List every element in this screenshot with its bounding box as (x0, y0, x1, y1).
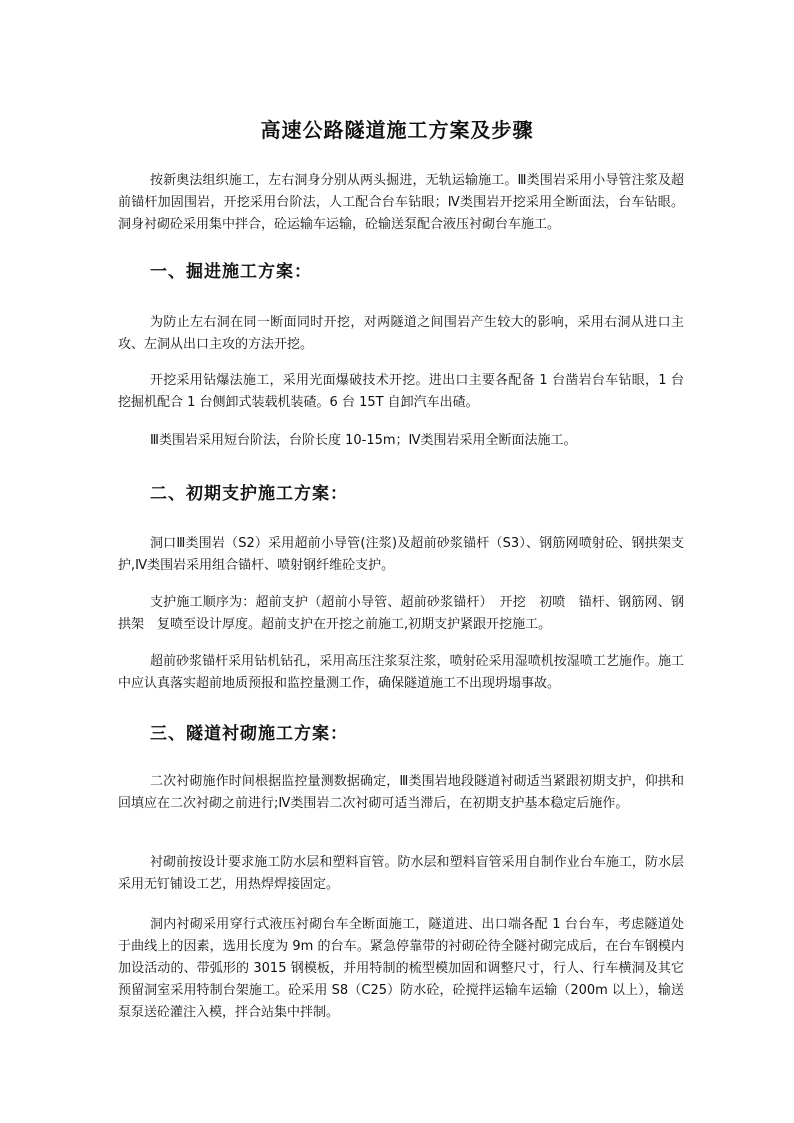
section-1-heading: 一、掘进施工方案： (150, 262, 312, 282)
section-1-paragraph-3: Ⅲ类围岩采用短台阶法，台阶长度 10-15m；Ⅳ类围岩采用全断面法施工。 (150, 433, 577, 448)
intro-paragraph: 按新奥法组织施工，左右洞身分别从两头掘进，无轨运输施工。Ⅲ类围岩采用小导管注浆及超前锚杆加固围岩，开挖采用台阶法，人工配合台车钻眼；Ⅳ类围岩开挖采用全断面法，台车钻眼。洞身衬砌砼采用集中拌合，砼运输车运输，砼输送泵配合液压衬砌台车施工。 (118, 173, 684, 232)
section-1-paragraph-2: 开挖采用钻爆法施工，采用光面爆破技术开挖。进出口主要各配备 1 台凿岩台车钻眼，1 台挖掘机配合 1 台侧卸式装载机装碴。6 台 15T 自卸汽车出碴。 (118, 373, 684, 410)
page-title: 高速公路隧道施工方案及步骤 (260, 118, 534, 142)
section-2-paragraph-1: 洞口Ⅲ类围岩（S2）采用超前小导管(注浆)及超前砂浆锚杆（S3）、钢筋网喷射砼、钢拱架支护,Ⅳ类围岩采用组合锚杆、喷射钢纤维砼支护。 (118, 536, 684, 573)
section-3-paragraph-2: 衬砌前按设计要求施工防水层和塑料盲管。防水层和塑料盲管采用自制作业台车施工，防水层采用无钉铺设工艺，用热焊焊接固定。 (118, 855, 684, 892)
section-1-paragraph-1: 为防止左右洞在同一断面同时开挖，对两隧道之间围岩产生较大的影响，采用右洞从进口主攻、左洞从出口主攻的方法开挖。 (118, 315, 684, 352)
section-2-heading: 二、初期支护施工方案： (150, 484, 348, 504)
section-3-paragraph-3: 洞内衬砌采用穿行式液压衬砌台车全断面施工，隧道进、出口端各配 1 台台车，考虑隧道处于曲线上的因素，选用长度为 9m 的台车。紧急停靠带的衬砌砼待全隧衬砌完成后，在台车钢模内加设活动的、带弧形的 3015 钢模板，并用特制的梳型模加固和调整尺寸，行人、行车横洞及其它预留洞室采用特制台架施工。砼采用 S8（C25）防水砼，砼搅拌运输车运输（200m 以上），输送泵泵送砼灌注入模，拌合站集中拌制。 (118, 917, 684, 1020)
section-2-paragraph-3: 超前砂浆锚杆采用钻机钻孔，采用高压注浆泵注浆，喷射砼采用湿喷机按湿喷工艺施作。施工中应认真落实超前地质预报和监控量测工作，确保隧道施工不出现坍塌事故。 (118, 654, 684, 691)
section-3-paragraph-1: 二次衬砌施作时间根据监控量测数据确定，Ⅲ类围岩地段隧道衬砌适当紧跟初期支护，仰拱和回填应在二次衬砌之前进行;Ⅳ类围岩二次衬砌可适当滞后，在初期支护基本稳定后施作。 (118, 774, 684, 811)
section-3-heading: 三、隧道衬砌施工方案： (150, 724, 348, 744)
section-2-paragraph-2: 支护施工顺序为：超前支护（超前小导管、超前砂浆锚杆） 开挖 初喷 锚杆、钢筋网、钢拱架 复喷至设计厚度。超前支护在开挖之前施工,初期支护紧跟开挖施工。 (118, 595, 684, 632)
